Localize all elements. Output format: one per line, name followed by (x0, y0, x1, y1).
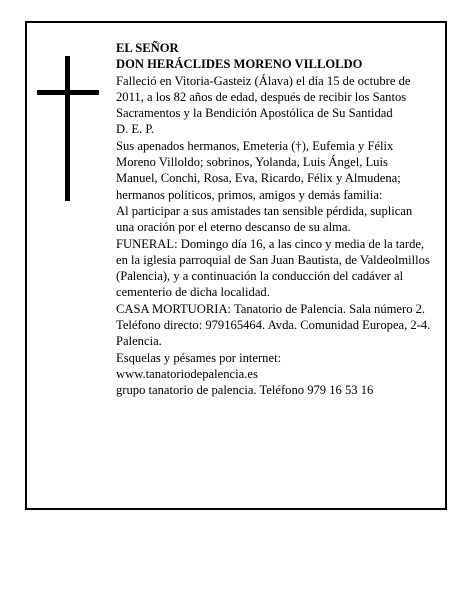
funeral-home-details: CASA MORTUORIA: Tanatorio de Palencia. Sala número 2. Teléfono directo: 979165464. Avda. Comunidad Europea, 2-4. Palencia. (116, 301, 431, 349)
obituary-text (116, 40, 431, 399)
deceased-name: DON HERÁCLIDES MORENO VILLOLDO (116, 57, 363, 72)
cross-icon (37, 56, 99, 201)
family-list: Sus apenados hermanos, Emeteria (†), Eufemia y Félix Moreno Villoldo; sobrinos, Yolanda, Luis Ángel, Luis Manuel, Conchi, Rosa, Eva, Ricardo, Félix y Almudena; hermanos políticos, primos, amigos y demás familia: (116, 138, 401, 202)
cross-horizontal-bar (37, 90, 99, 95)
website-link: www.tanatoriodepalencia.es (116, 366, 258, 381)
group-contact: grupo tanatorio de palencia. Teléfono 979 16 53 16 (116, 383, 374, 398)
online-condolences-label: Esquelas y pésames por internet: (116, 350, 282, 365)
title-line: EL SEÑOR (116, 41, 179, 55)
rip-line: D. E. P. (116, 122, 155, 137)
prayer-request: Al participar a sus amistades tan sensible pérdida, suplican una oración por el eterno descanso de su alma. (116, 203, 413, 235)
death-announcement: Falleció en Vitoria-Gasteiz (Álava) el día 15 de octubre de 2011, a los 82 años de edad, después de recibir los Santos Sacramentos y la Bendición Apostólica de Su Santidad (116, 73, 411, 121)
obituary-notice (25, 21, 447, 510)
cross-vertical-bar (65, 56, 70, 201)
funeral-details: FUNERAL: Domingo día 16, a las cinco y media de la tarde, en la iglesia parroquial de San Juan Bautista, de Valdeolmillos (Palencia), y a continuación la conducción del cadáver al cementerio de dicha localidad. (116, 236, 430, 300)
